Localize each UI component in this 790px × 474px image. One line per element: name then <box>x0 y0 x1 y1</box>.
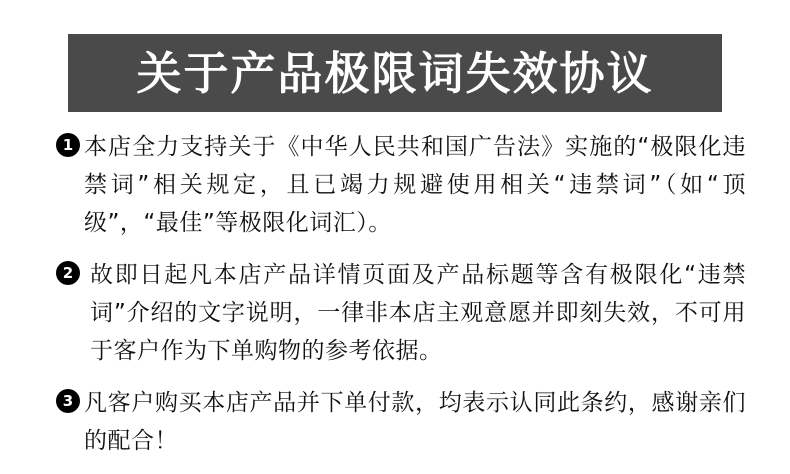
clause-text: 本店全力支持关于《中华人民共和国广告法》实施的“极限化违禁词”相关规定，且已竭力规避使用相关“违禁词”（如“顶级”，“最佳”等极限化词汇）。 <box>84 134 746 236</box>
clause-text: 凡客户购买本店产品并下单付款，均表示认同此条约，感谢亲们的配合！ <box>84 390 746 454</box>
document-title-banner <box>68 34 722 112</box>
clause-item <box>56 128 746 242</box>
clause-list <box>56 128 746 474</box>
page-title: 关于产品极限词失效协议 <box>136 46 654 100</box>
clause-text: 故即日起凡本店产品详情页面及产品标题等含有极限化“违禁词”介绍的文字说明，一律非本店主观意愿并即刻失效，不可用于客户作为下单购物的参考依据。 <box>90 262 746 364</box>
clause-number-badge: 3 <box>56 389 80 413</box>
clause-number-badge: 2 <box>56 261 80 285</box>
clause-item <box>56 384 746 460</box>
clause-number-badge: 1 <box>56 133 80 157</box>
clause-item <box>56 256 746 370</box>
